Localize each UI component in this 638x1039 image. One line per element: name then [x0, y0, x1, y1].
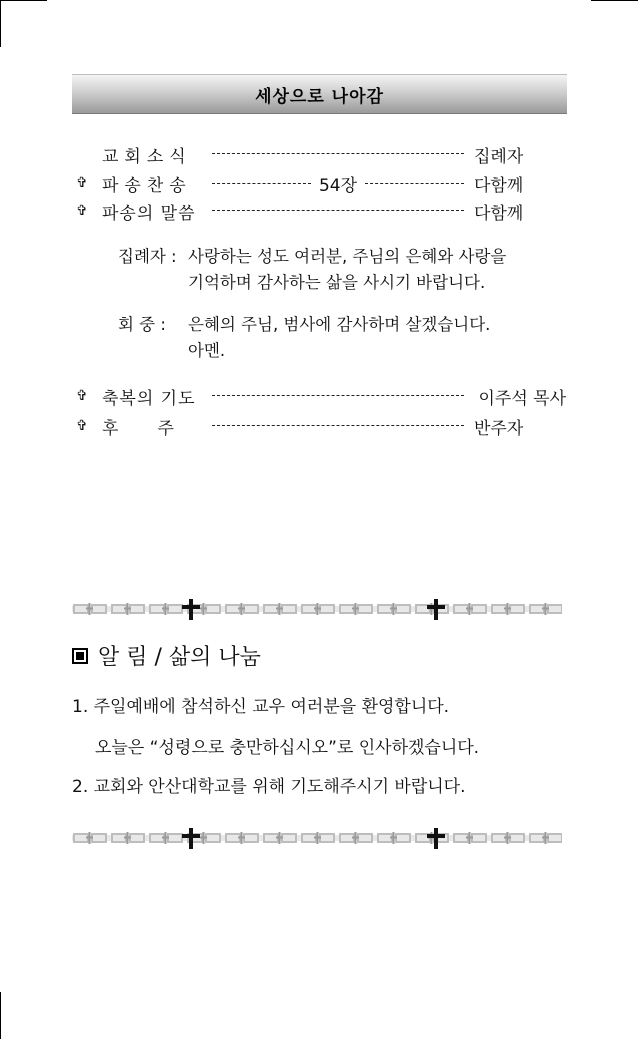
leader-text-line: 사랑하는 성도 여러분, 주님의 은혜와 사랑을 [188, 247, 507, 266]
dashed-leader [212, 210, 464, 212]
order-leader: 다함께 [474, 203, 524, 224]
square-bullet-icon [72, 648, 88, 664]
order-label: 축복의 기도 [102, 388, 196, 409]
section-title-bar [72, 74, 567, 114]
order-label: 후 주 [102, 418, 176, 439]
cross-chain-divider-icon [72, 827, 562, 849]
dashed-leader [212, 425, 464, 427]
notice-item: 오늘은 “성령으로 충만하십시오”로 인사하겠습니다. [95, 738, 480, 758]
order-row-hymn [76, 171, 566, 195]
crop-mark [0, 0, 47, 1]
leader-response [118, 244, 506, 296]
congregation-text-line: 은혜의 주님, 범사에 감사하며 살겠습니다. [188, 315, 491, 334]
congregation-text-line: 아멘. [188, 341, 226, 360]
cross-icon: ✞ [76, 175, 88, 191]
notices-title: 알 림 / 삶의 나눔 [98, 645, 261, 670]
dashed-leader [212, 153, 464, 155]
crop-mark [591, 0, 638, 1]
leader-label: 집례자 : [118, 247, 177, 266]
congregation-response [118, 312, 490, 364]
crop-mark [0, 992, 1, 1039]
order-row-benediction [76, 384, 566, 408]
order-leader: 집례자 [474, 146, 524, 167]
section-title: 세상으로 나아감 [255, 86, 384, 107]
order-leader: 이주석 목사 [478, 388, 566, 409]
order-row-news [76, 142, 566, 166]
order-label: 교회소식 [102, 146, 192, 167]
notice-item: 2. 교회와 안산대학교를 위해 기도해주시기 바랍니다. [72, 777, 466, 797]
cross-chain-divider-icon [72, 598, 562, 620]
order-leader: 다함께 [474, 175, 524, 196]
order-leader: 반주자 [474, 418, 524, 439]
cross-icon: ✞ [76, 388, 88, 404]
hymn-number: 54장 [311, 171, 365, 196]
cross-icon: ✞ [76, 203, 88, 219]
order-label: 파송찬송 [102, 175, 192, 196]
leader-text-line: 기억하며 감사하는 삶을 사시기 바랍니다. [188, 273, 486, 292]
congregation-label: 회 중 : [118, 315, 166, 334]
order-row-sending-word [76, 199, 566, 223]
notices-heading [72, 640, 261, 671]
order-label: 파송의 말씀 [102, 203, 196, 224]
notice-item: 1. 주일예배에 참석하신 교우 여러분을 환영합니다. [72, 697, 450, 717]
cross-icon: ✞ [76, 418, 88, 434]
order-row-postlude [76, 414, 566, 438]
crop-mark [0, 0, 1, 47]
dashed-leader [212, 171, 464, 196]
dashed-leader [212, 395, 464, 397]
